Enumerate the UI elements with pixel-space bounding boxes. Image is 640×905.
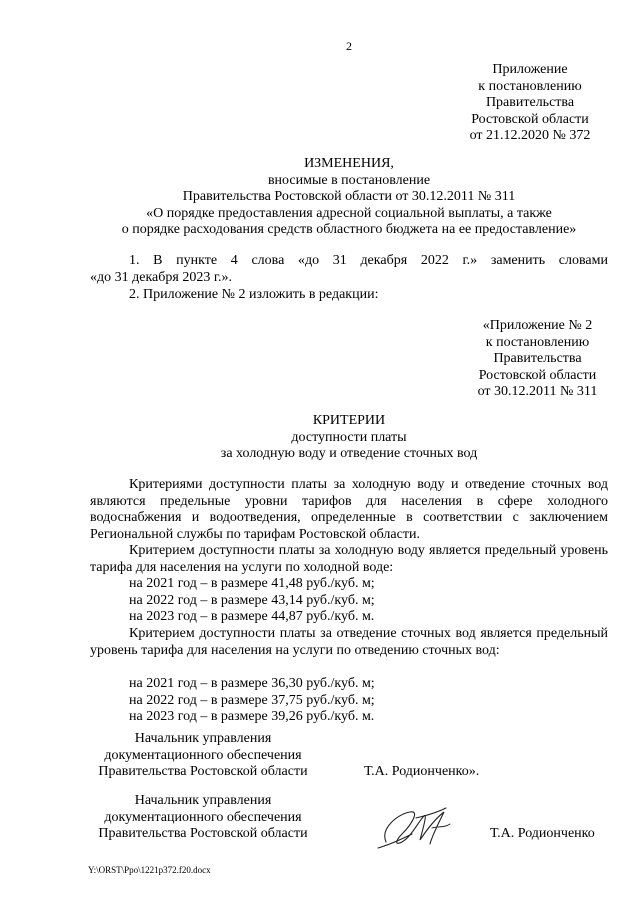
item-1 [90,253,608,286]
changes-title: ИЗМЕНЕНИЯ, [304,156,394,171]
changes-subtitle-line: «О порядке предоставления адресной социальной выплаты, а также [146,205,552,221]
list-item: на 2021 год – в размере 36,30 руб./куб. м; [129,676,375,691]
item-2: 2. Приложение № 2 изложить в редакции: [129,287,379,302]
signature-inner-name: Т.А. Родионченко». [364,764,480,779]
signature-title-line: документационного обеспечения [104,747,302,763]
list-item: на 2023 год – в размере 44,87 руб./куб. м. [129,609,375,625]
list-item: на 2023 год – в размере 39,26 руб./куб. м. [129,709,375,725]
appendix-line: Приложение [492,62,568,77]
signature-title-line: Правительства Ростовской области [98,826,308,842]
handwritten-signature [372,798,462,854]
criteria-subtitle-line: доступности платы [291,429,407,445]
body-paragraph-3-text: Критерием доступности платы за отведение сточных вод является предельный уровень тарифа для населения на услуги по отведению сточных вод: [90,626,608,658]
list-item: на 2022 год – в размере 43,14 руб./куб. м; [129,592,375,608]
appendix-2-line: Ростовской области [478,367,597,383]
signature-title-line: документационного обеспечения [104,809,302,825]
appendix-line: от 21.12.2020 № 372 [469,128,591,144]
signature-title-line: Начальник управления [134,793,272,808]
body-paragraph-2-text: Критерием доступности платы за холодную воду является предельный уровень тарифа для населения на услуги по холодной воде: [90,543,608,575]
list-item: на 2022 год – в размере 37,75 руб./куб. м; [129,692,375,708]
appendix-line: Ростовской области [471,111,589,127]
appendix-line: Правительства [485,95,575,111]
criteria-title: КРИТЕРИИ [312,413,386,428]
criteria-heading [90,413,608,463]
item-1-line-1: 1. В пункте 4 слова «до 31 декабря 2022 г.» заменить словами [129,253,608,268]
signature-outer-title [88,793,318,843]
page-number: 2 [346,39,352,53]
body-paragraph-3 [90,626,608,659]
appendix-2-line: от 30.12.2011 № 311 [477,384,598,400]
cold-water-list [129,576,375,626]
criteria-subtitle-line: за холодную воду и отведение сточных вод [220,446,478,462]
signature-title-line: Начальник управления [134,731,272,746]
signature-title-line: Правительства Ростовской области [98,764,308,780]
appendix-block [440,62,620,145]
appendix-2-line: «Приложение № 2 [482,318,593,333]
changes-subtitle-line: вносимые в постановление [267,172,431,188]
list-item: на 2021 год – в размере 41,48 руб./куб. м; [129,576,375,591]
body-paragraph-2 [90,543,608,576]
changes-subtitle-line: о порядке расходования средств областного бюджета на ее предоставление» [121,222,577,238]
footer-file-path: Y:\ORST\Ppo\1221p372.f20.docx [88,865,211,875]
appendix-2-line: к постановлению [485,334,590,350]
changes-heading [90,156,608,239]
sewage-list [129,676,375,726]
body-paragraph-1 [90,477,608,543]
appendix-line: к постановлению [478,78,582,94]
body-paragraph-1-text: Критериями доступности платы за холодную воду и отведение сточных вод являются предельные уровни тарифов для населения в сфере холодного водоснабжения и водоотведения, определенные в соответствии с заключением Региональной службы по тарифам Ростовской области. [90,477,608,542]
signature-inner-title [88,731,318,781]
appendix-2-block [465,318,610,401]
appendix-2-line: Правительства [493,351,582,367]
signature-outer-name: Т.А. Родионченко [490,826,595,841]
item-1-line-2: «до 31 декабря 2023 г.». [90,269,232,285]
changes-subtitle-line: Правительства Ростовской области от 30.12.2011 № 311 [182,189,516,205]
